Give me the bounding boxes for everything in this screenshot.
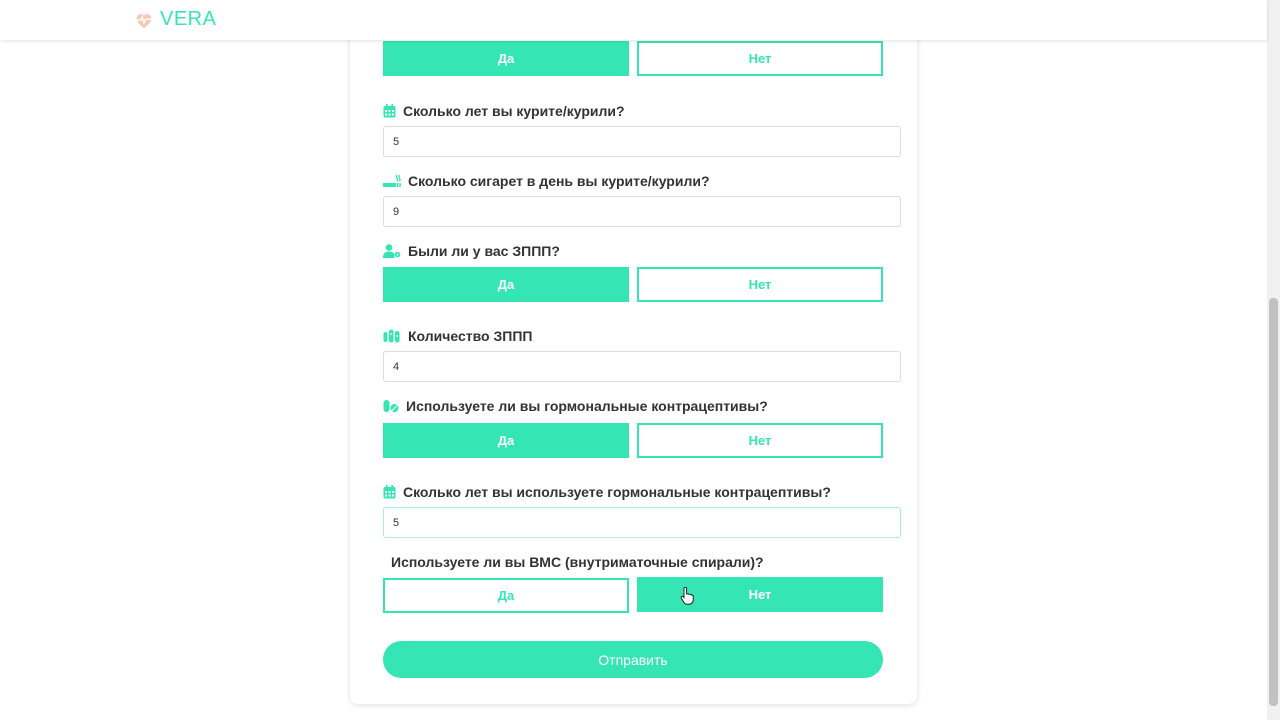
hand-cursor-icon	[680, 587, 694, 605]
stis-label-text: Были ли у вас ЗППП?	[408, 243, 560, 259]
calendar-icon	[383, 104, 396, 118]
top-navbar	[0, 0, 1267, 40]
user-virus-icon	[383, 244, 401, 258]
cigarettes-per-day-label-text: Сколько сигарет в день вы курите/курили?	[408, 173, 710, 189]
hormonal-contraceptives-label-text: Используете ли вы гормональные контрацептивы?	[406, 398, 768, 414]
iud-label	[391, 554, 764, 570]
scrollbar-thumb[interactable]	[1269, 298, 1278, 706]
stis-label	[383, 243, 560, 259]
submit-button[interactable]: Отправить	[383, 641, 883, 678]
iud-label-text: Используете ли вы ВМС (внутриматочные спирали)?	[391, 554, 764, 570]
hormonal-yes-button[interactable]: Да	[383, 423, 629, 458]
page-scrollbar[interactable]	[1267, 0, 1280, 720]
calendar-icon	[383, 485, 396, 499]
stis-no-button[interactable]: Нет	[637, 267, 883, 302]
hormonal-years-label-text: Сколько лет вы используете гормональные контрацептивы?	[403, 484, 831, 500]
pills-icon	[383, 399, 399, 413]
stis-count-label-text: Количество ЗППП	[408, 328, 533, 344]
hormonal-years-input[interactable]	[383, 507, 901, 538]
cigarettes-per-day-input[interactable]	[383, 196, 901, 227]
iud-yes-button[interactable]: Да	[383, 578, 629, 613]
stis-yes-button[interactable]: Да	[383, 267, 629, 302]
hormonal-contraceptives-label	[383, 398, 768, 414]
logo[interactable]	[133, 8, 216, 31]
app-name: VERA	[160, 8, 217, 30]
heart-pulse-icon	[133, 9, 155, 31]
smoke-no-button[interactable]: Нет	[637, 41, 883, 76]
bacteria-icon	[383, 329, 401, 343]
hormonal-years-label	[383, 484, 831, 500]
hormonal-no-button[interactable]: Нет	[637, 423, 883, 458]
smoke-years-input[interactable]	[383, 126, 901, 157]
smoke-years-label	[383, 103, 625, 119]
stis-count-label	[383, 328, 532, 344]
cigarette-icon	[383, 174, 401, 188]
cigarettes-per-day-label	[383, 173, 710, 189]
smoke-yes-button[interactable]: Да	[383, 41, 629, 76]
smoke-years-label-text: Сколько лет вы курите/курили?	[403, 103, 625, 119]
stis-count-input[interactable]	[383, 351, 901, 382]
iud-no-button[interactable]: Нет	[637, 577, 883, 612]
